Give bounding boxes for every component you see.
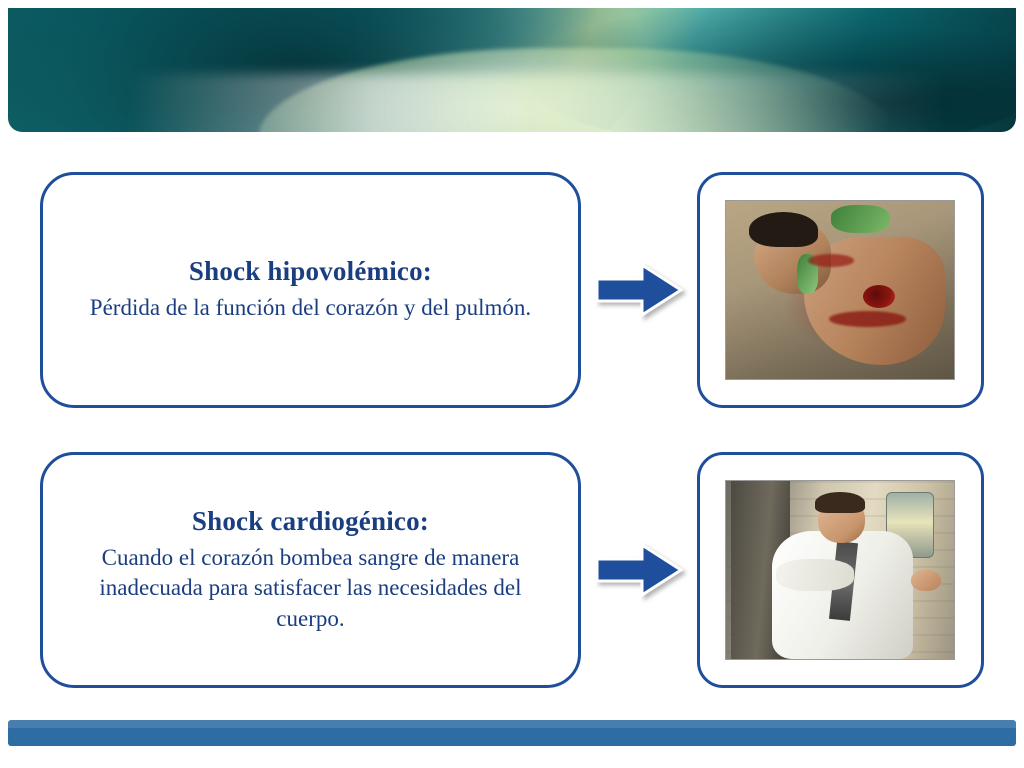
definition-body: Cuando el corazón bombea sangre de manera inadecuada para satisfacer las necesidades del cuerpo. [99, 544, 522, 631]
footer-accent-bar [8, 720, 1016, 746]
right-arrow-icon [595, 262, 683, 318]
definition-card [40, 172, 581, 408]
content-row [40, 452, 984, 688]
right-arrow-icon [595, 542, 683, 598]
banner-highlight-sheen [128, 74, 948, 132]
header-banner-image [8, 8, 1016, 132]
arrow-container [581, 262, 697, 318]
content-row [40, 172, 984, 408]
definition-card [40, 452, 581, 688]
photo-man-clutching-chest-in-pain [725, 480, 955, 660]
definition-title: Shock cardiogénico: [191, 505, 429, 536]
photo-shape-wound [863, 285, 895, 308]
photo-shape-green-cloth [831, 205, 890, 233]
image-card [697, 452, 984, 688]
photo-shape-arm [776, 559, 854, 591]
image-caption [726, 201, 727, 202]
photo-shape-hair [815, 492, 865, 513]
definition-body: Pérdida de la función del corazón y del pulmón. [89, 295, 532, 321]
photo-shape-hair [749, 212, 817, 248]
definition-title: Shock hipovolémico: [188, 256, 432, 287]
arrow-container [581, 542, 697, 598]
photo-shape-blood-upper [808, 254, 854, 266]
image-card [697, 172, 984, 408]
photo-shape-hand [911, 570, 941, 591]
photo-injured-person-bleeding-on-ground [725, 200, 955, 380]
